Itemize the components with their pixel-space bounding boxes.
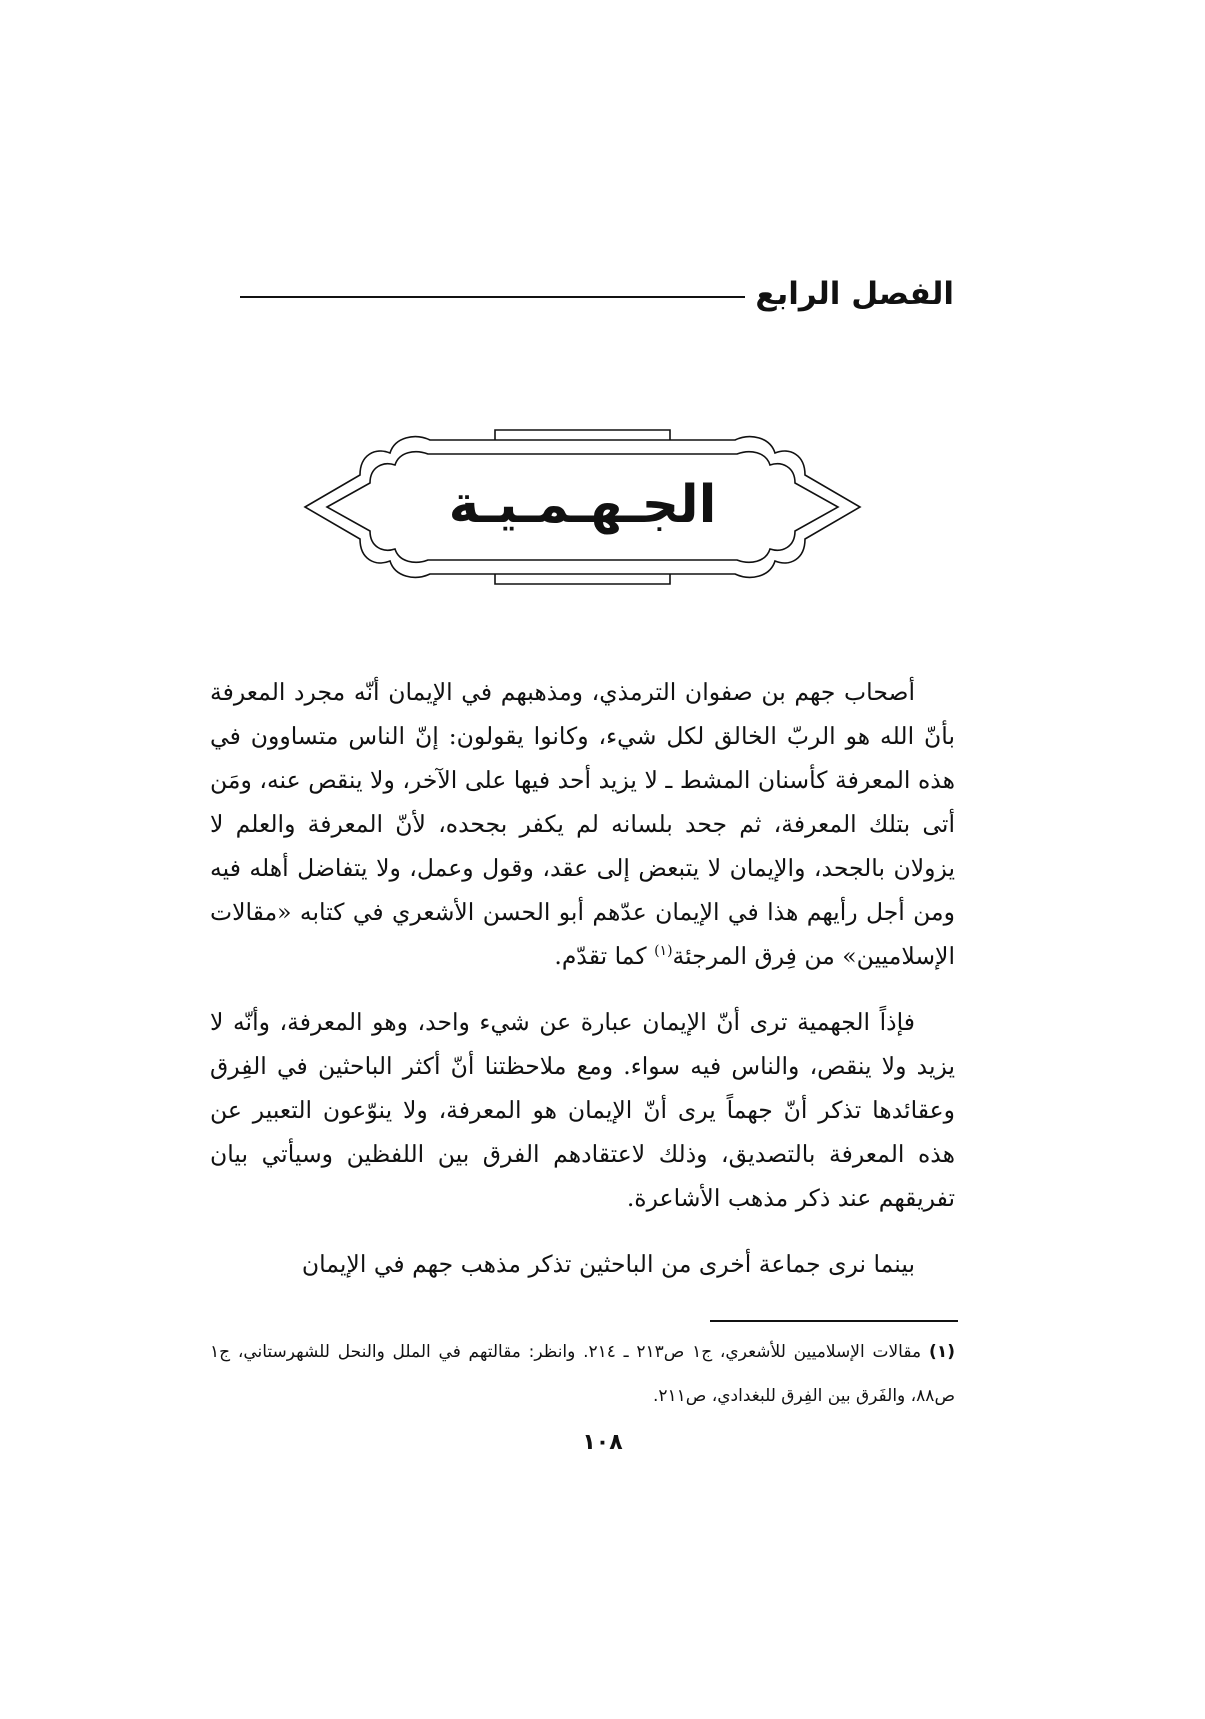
section-title: الجـهـمـيـة [448,475,717,535]
footnote-separator [710,1320,958,1322]
footnote-reference: (١) [654,943,673,960]
paragraph-1 [210,670,955,978]
paragraph-2: فإذاً الجهمية ترى أنّ الإيمان عبارة عن شيء واحد، وهو المعرفة، وأنّه لا يزيد ولا ينقص، والناس فيه سواء. ومع ملاحظتنا أنّ أكثر الباحثين في الفِرق وعقائدها تذكر أنّ جهماً يرى أنّ الإيمان هو المعرفة، ولا ينوّعون التعبير عن هذه المعرفة بالتصديق، وذلك لاعتقادهم الفرق بين اللفظين وسيأتي بيان تفريقهم عند ذكر مذهب الأشاعرة. [210,1008,955,1212]
body-text [210,670,955,1308]
chapter-title: الفصل الرابع [755,276,954,312]
footnote-text: مقالات الإسلاميين للأشعري، ج١ ص٢١٣ ـ ٢١٤. وانظر: مقالتهم في الملل والنحل للشهرستاني، ج١ ص٨٨، والفَرق بين الفِرق للبغدادي، ص٢١١. [210,1342,955,1406]
chapter-rule [240,296,745,298]
footnote [210,1330,955,1418]
paragraph-3: بينما نرى جماعة أخرى من الباحثين تذكر مذهب جهم في الإيمان [301,1250,915,1278]
page-number: ١٠٨ [582,1430,623,1455]
ornamental-title-frame [265,425,900,590]
chapter-header [240,274,954,314]
footnote-marker: (١) [929,1342,955,1362]
paragraph-1-end: كما تقدّم. [554,942,655,970]
paragraph-1-text: أصحاب جهم بن صفوان الترمذي، ومذهبهم في الإيمان أنّه مجرد المعرفة بأنّ الله هو الربّ الخالق لكل شيء، وكانوا يقولون: إنّ الناس متساوون في هذه المعرفة كأسنان المشط ـ لا يزيد أحد فيها على الآخر، ولا ينقص عنه، ومَن أتى بتلك المعرفة، ثم جحد بلسانه لم يكفر بجحده، لأنّ المعرفة والعلم لا يزولان بالجحد، والإيمان لا يتبعض إلى عقد، وقول وعمل، ولا يتفاضل أهله فيه ومن أجل رأيهم هذا في الإيمان عدّهم أبو الحسن الأشعري في كتابه «مقالات الإسلاميين» من فِرق المرجئة [210,678,955,970]
